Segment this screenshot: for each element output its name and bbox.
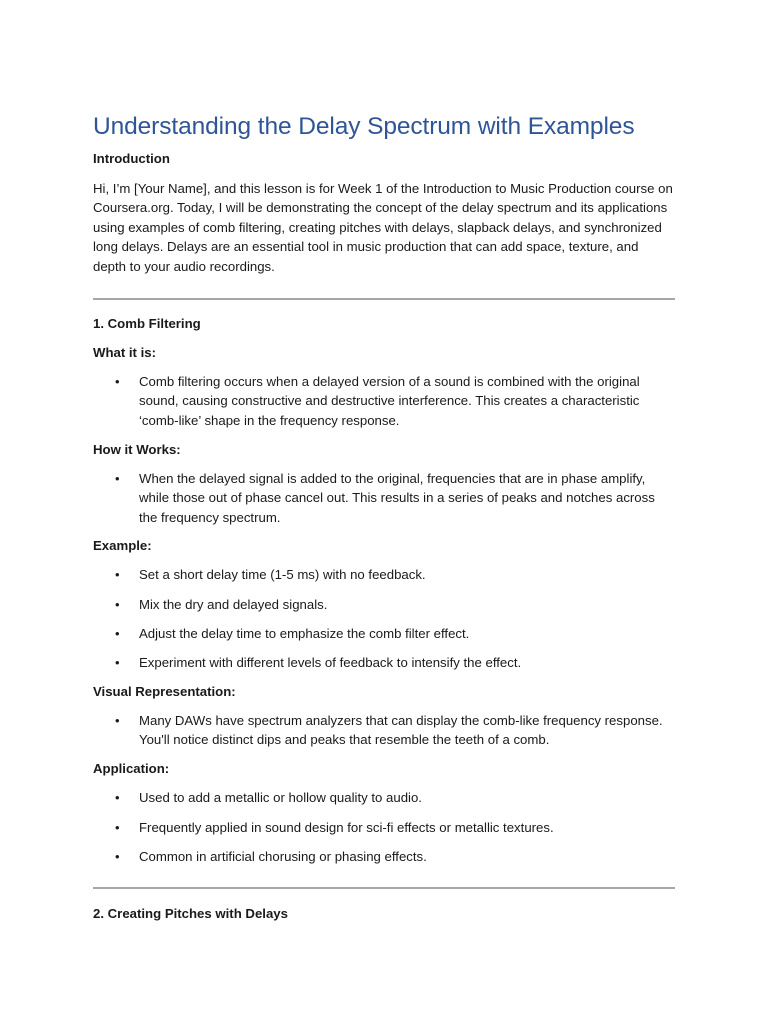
visual-representation-list [93, 711, 675, 750]
bullet-icon: • [115, 567, 120, 583]
subheading-how-it-works: How it Works: [93, 441, 181, 457]
bullet-icon: • [115, 655, 120, 671]
bullet-icon: • [115, 596, 120, 612]
document-page [93, 110, 675, 923]
list-item: • Common in artificial chorusing or phasing effects. [93, 847, 675, 866]
subheading-what-it-is: What it is: [93, 345, 157, 361]
list-item: • Experiment with different levels of feedback to intensify the effect. [93, 653, 675, 672]
document-title: Understanding the Delay Spectrum with Examples [93, 113, 635, 140]
example-list [93, 565, 675, 672]
list-item: • Comb filtering occurs when a delayed version of a sound is combined with the original sound, causing constructive and destructive interference. This creates a characteristic ‘comb-like’ shape in the frequency response. [115, 374, 640, 428]
bullet-icon: • [115, 712, 120, 728]
how-it-works-list [93, 469, 675, 527]
list-item: • Set a short delay time (1-5 ms) with no feedback. [93, 565, 675, 584]
list-item: • Adjust the delay time to emphasize the comb filter effect. [93, 624, 675, 643]
bullet-icon: • [115, 790, 120, 806]
bullet-icon: • [115, 819, 120, 835]
list-item: • Many DAWs have spectrum analyzers that can display the comb-like frequency response. You'll notice distinct dips and peaks that resemble the teeth of a comb. [115, 712, 663, 748]
horizontal-rule [93, 298, 675, 300]
application-list [93, 788, 675, 866]
subheading-visual-representation: Visual Representation: [93, 683, 236, 699]
list-item: • Frequently applied in sound design for sci-fi effects or metallic textures. [93, 818, 675, 837]
horizontal-rule [93, 887, 675, 889]
bullet-icon: • [115, 625, 120, 641]
list-item: • When the delayed signal is added to the original, frequencies that are in phase amplify, while those out of phase cancel out. This results in a series of peaks and notches across the frequency spectrum. [115, 470, 655, 525]
subheading-example: Example: [93, 538, 152, 554]
list-item: • Used to add a metallic or hollow quality to audio. [93, 788, 675, 807]
bullet-icon: • [115, 374, 120, 390]
what-it-is-list [93, 372, 675, 430]
bullet-icon: • [115, 470, 120, 486]
section-heading-creating-pitches: 2. Creating Pitches with Delays [93, 906, 288, 922]
intro-paragraph: Hi, I’m [Your Name], and this lesson is for Week 1 of the Introduction to Music Production course on Coursera.org. Today, I will be demonstrating the concept of the delay spectrum and its applications using examples of comb filtering, creating pitches with delays, slapback delays, and synchronized long delays. Delays are an essential tool in music production that can add space, texture, and depth to your audio recordings. [93, 181, 673, 274]
subheading-application: Application: [93, 761, 170, 777]
list-item: • Mix the dry and delayed signals. [93, 595, 675, 614]
section-heading-comb-filtering: 1. Comb Filtering [93, 316, 201, 332]
bullet-icon: • [115, 848, 120, 864]
intro-heading: Introduction [93, 151, 170, 166]
